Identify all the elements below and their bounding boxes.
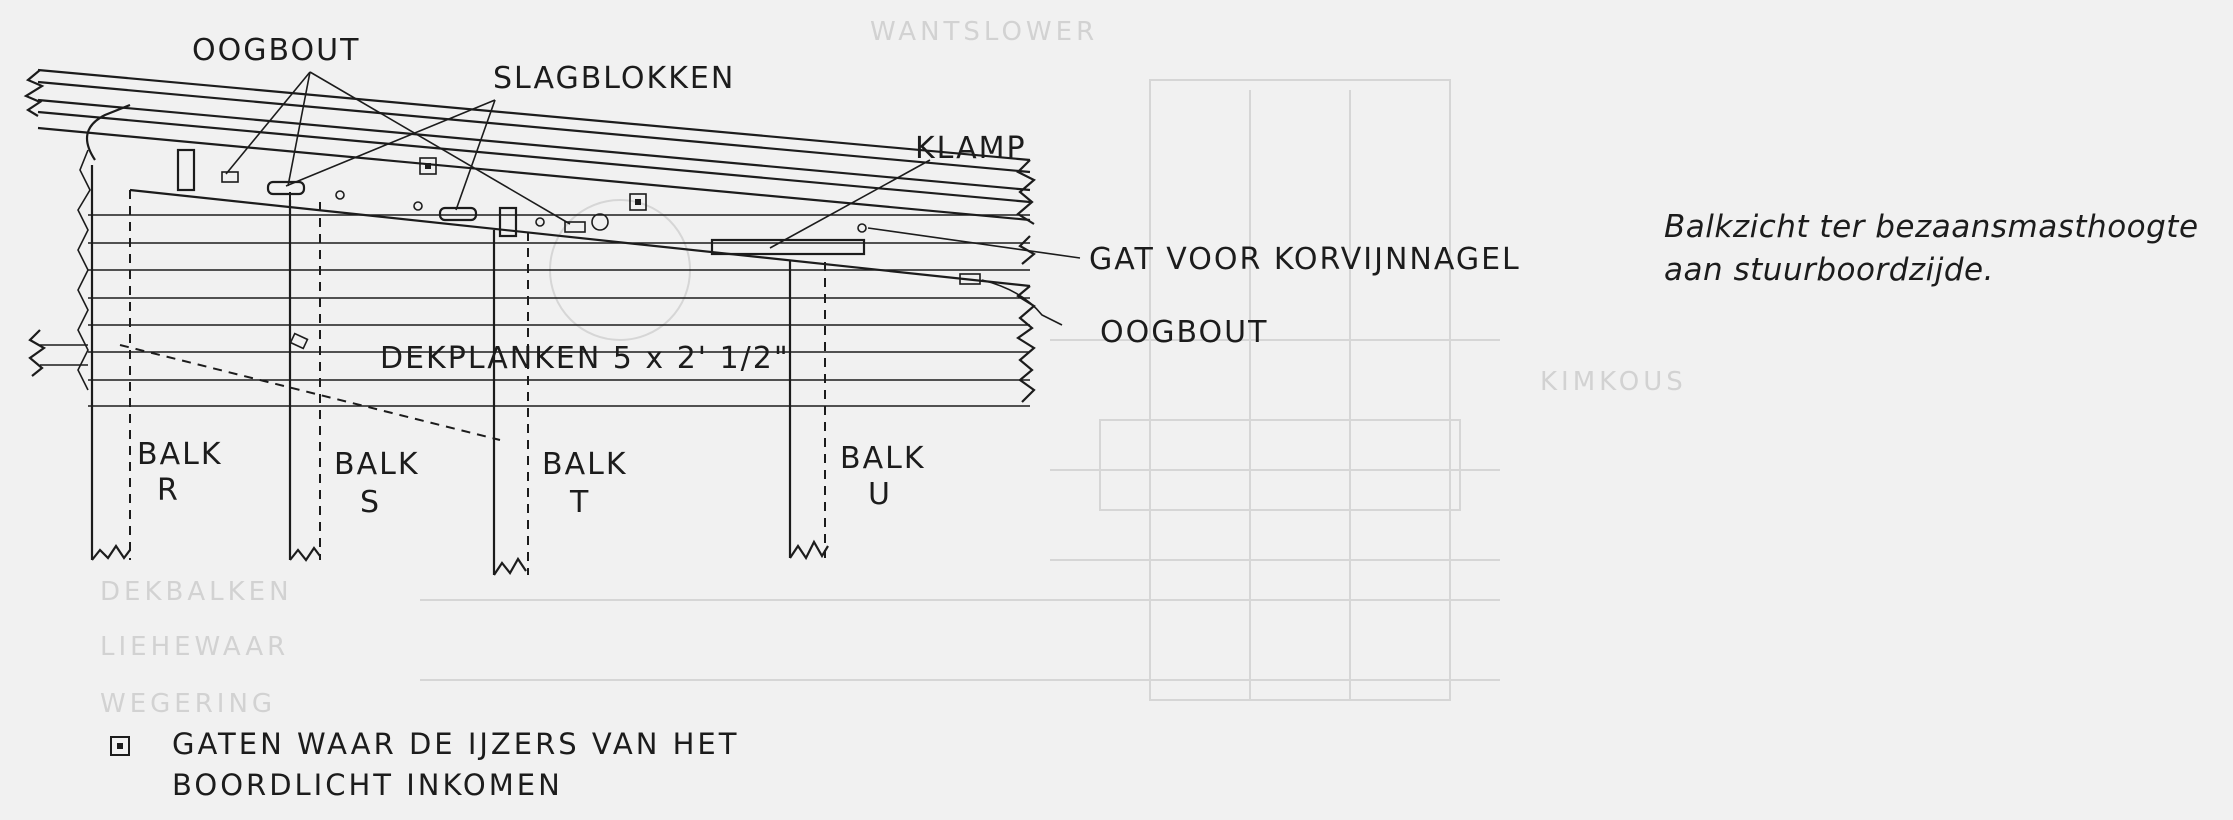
svg-text:LIEHEWAAR: LIEHEWAAR [100,632,290,662]
legend-line-2: BOORDLICHT INKOMEN [172,768,563,802]
svg-text:WEGERING: WEGERING [100,689,277,719]
eyebolt-1 [222,172,238,182]
label-slagblokken: SLAGBLOKKEN [493,61,736,96]
beam-u-label-2: U [868,477,892,512]
bolster-block-left [178,150,194,190]
svg-text:DEKBALKEN: DEKBALKEN [100,577,293,607]
gunwale-rails [38,70,1030,286]
gunwale-fittings [178,150,980,348]
beam-s-label-2: S [360,485,382,520]
hole-symbol-icon [110,736,130,756]
deck-planks [40,215,1030,440]
background-ghost-drawing [100,17,1687,719]
beam-s-label-1: BALK [334,447,420,482]
legend-text [172,724,892,806]
klamp-cleat [712,240,864,254]
left-broken-edge [26,70,90,390]
label-dekplanken: DEKPLANKEN 5 x 2' 1/2" [380,341,790,376]
beam-r-label-1: BALK [137,437,223,472]
beam-labels [137,437,926,520]
beam-u-label-1: BALK [840,441,926,476]
svg-text:KIMKOUS: KIMKOUS [1540,367,1687,397]
slagblok-2 [440,208,476,220]
belaying-pin-hole [858,224,866,232]
caption-line-2: aan stuurboordzijde. [1664,252,1994,288]
legend-line-1: GATEN WAAR DE IJZERS VAN HET [172,727,740,761]
label-gat-voor-korvijnnagel: GAT VOOR KORVIJNNAGEL [1089,242,1521,277]
label-oogbout-top: OOGBOUT [192,33,361,68]
slagblok-1 [268,182,304,194]
svg-text:WANTSLOWER: WANTSLOWER [870,17,1099,47]
beam-r-label-2: R [157,473,180,508]
label-oogbout-right: OOGBOUT [1100,315,1269,350]
caption-line-1: Balkzicht ter bezaansmasthoogte [1664,209,2199,245]
legend [110,724,892,806]
label-klamp: KLAMP [915,131,1027,166]
figure-caption [1664,206,2224,292]
right-broken-edge [1018,160,1034,402]
eyebolt-4 [291,334,308,349]
beam-t-label-1: BALK [542,447,628,482]
beam-t-label-2: T [570,485,591,520]
